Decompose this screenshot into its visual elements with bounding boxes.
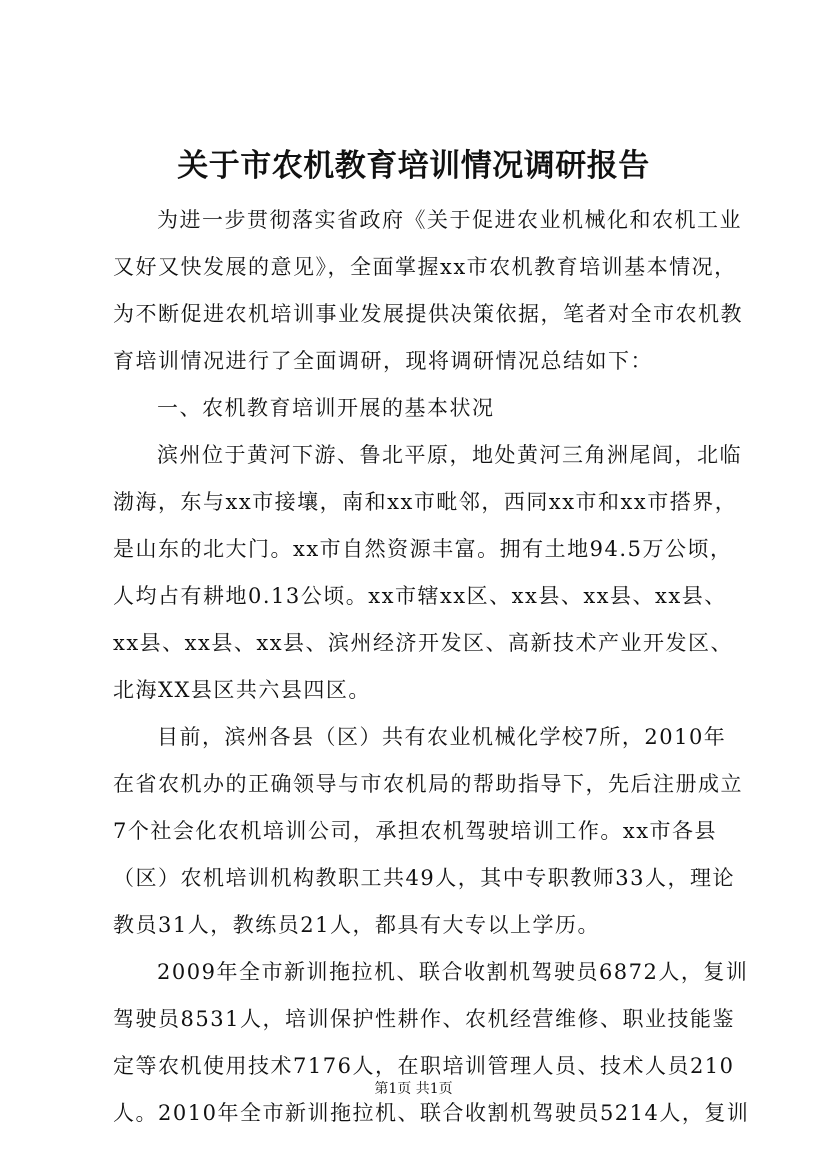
text-line: 在省农机办的正确领导与市农机局的帮助指导下，先后注册成立 (113, 772, 743, 796)
text-line: 人均占有耕地0.13公顷。xx市辖xx区、xx县、xx县、xx县、 (113, 584, 727, 608)
text-line: 定等农机使用技术7176人，在职培训管理人员、技术人员210 (113, 1054, 735, 1078)
text-line: 北海XX县区共六县四区。 (113, 678, 371, 702)
document-title: 关于市农机教育培训情况调研报告 (177, 148, 650, 184)
text-line: 教员31人，教练员21人，都具有大专以上学历。 (113, 913, 600, 937)
text-line: 为不断促进农机培训事业发展提供决策依据，笔者对全市农机教 (113, 302, 743, 326)
text-line: 驾驶员8531人，培训保护性耕作、农机经营维修、职业技能鉴 (113, 1007, 735, 1031)
section-heading: 一、农机教育培训开展的基本状况 (157, 396, 495, 420)
text-line: 为进一步贯彻落实省政府《关于促进农业机械化和农机工业 (157, 208, 742, 232)
text-line: 渤海，东与xx市接壤，南和xx市毗邻，西同xx市和xx市搭界， (113, 490, 738, 514)
text-line: 目前，滨州各县（区）共有农业机械化学校7所，2010年 (157, 725, 727, 749)
text-line: 人。2010年全市新训拖拉机、联合收割机驾驶员5214人，复训 (113, 1101, 750, 1125)
text-line: 又好又快发展的意见》，全面掌握xx市农机教育培训基本情况， (113, 255, 737, 279)
text-line: xx县、xx县、xx县、滨州经济开发区、高新技术产业开发区、 (113, 631, 734, 655)
document-body (113, 197, 750, 1137)
text-line: 育培训情况进行了全面调研，现将调研情况总结如下： (113, 349, 653, 373)
text-line: 是山东的北大门。xx市自然资源丰富。拥有土地94.5万公顷， (113, 537, 733, 561)
text-line: 2009年全市新训拖拉机、联合收割机驾驶员6872人，复训 (157, 960, 749, 984)
text-line: 7个社会化农机培训公司，承担农机驾驶培训工作。xx市各县 (113, 819, 718, 843)
page-footer: 第1页 共1页 (374, 1081, 453, 1097)
text-line: 滨州位于黄河下游、鲁北平原，地处黄河三角洲尾闾，北临 (157, 443, 742, 467)
text-line: （区）农机培训机构教职工共49人，其中专职教师33人，理论 (113, 866, 735, 890)
